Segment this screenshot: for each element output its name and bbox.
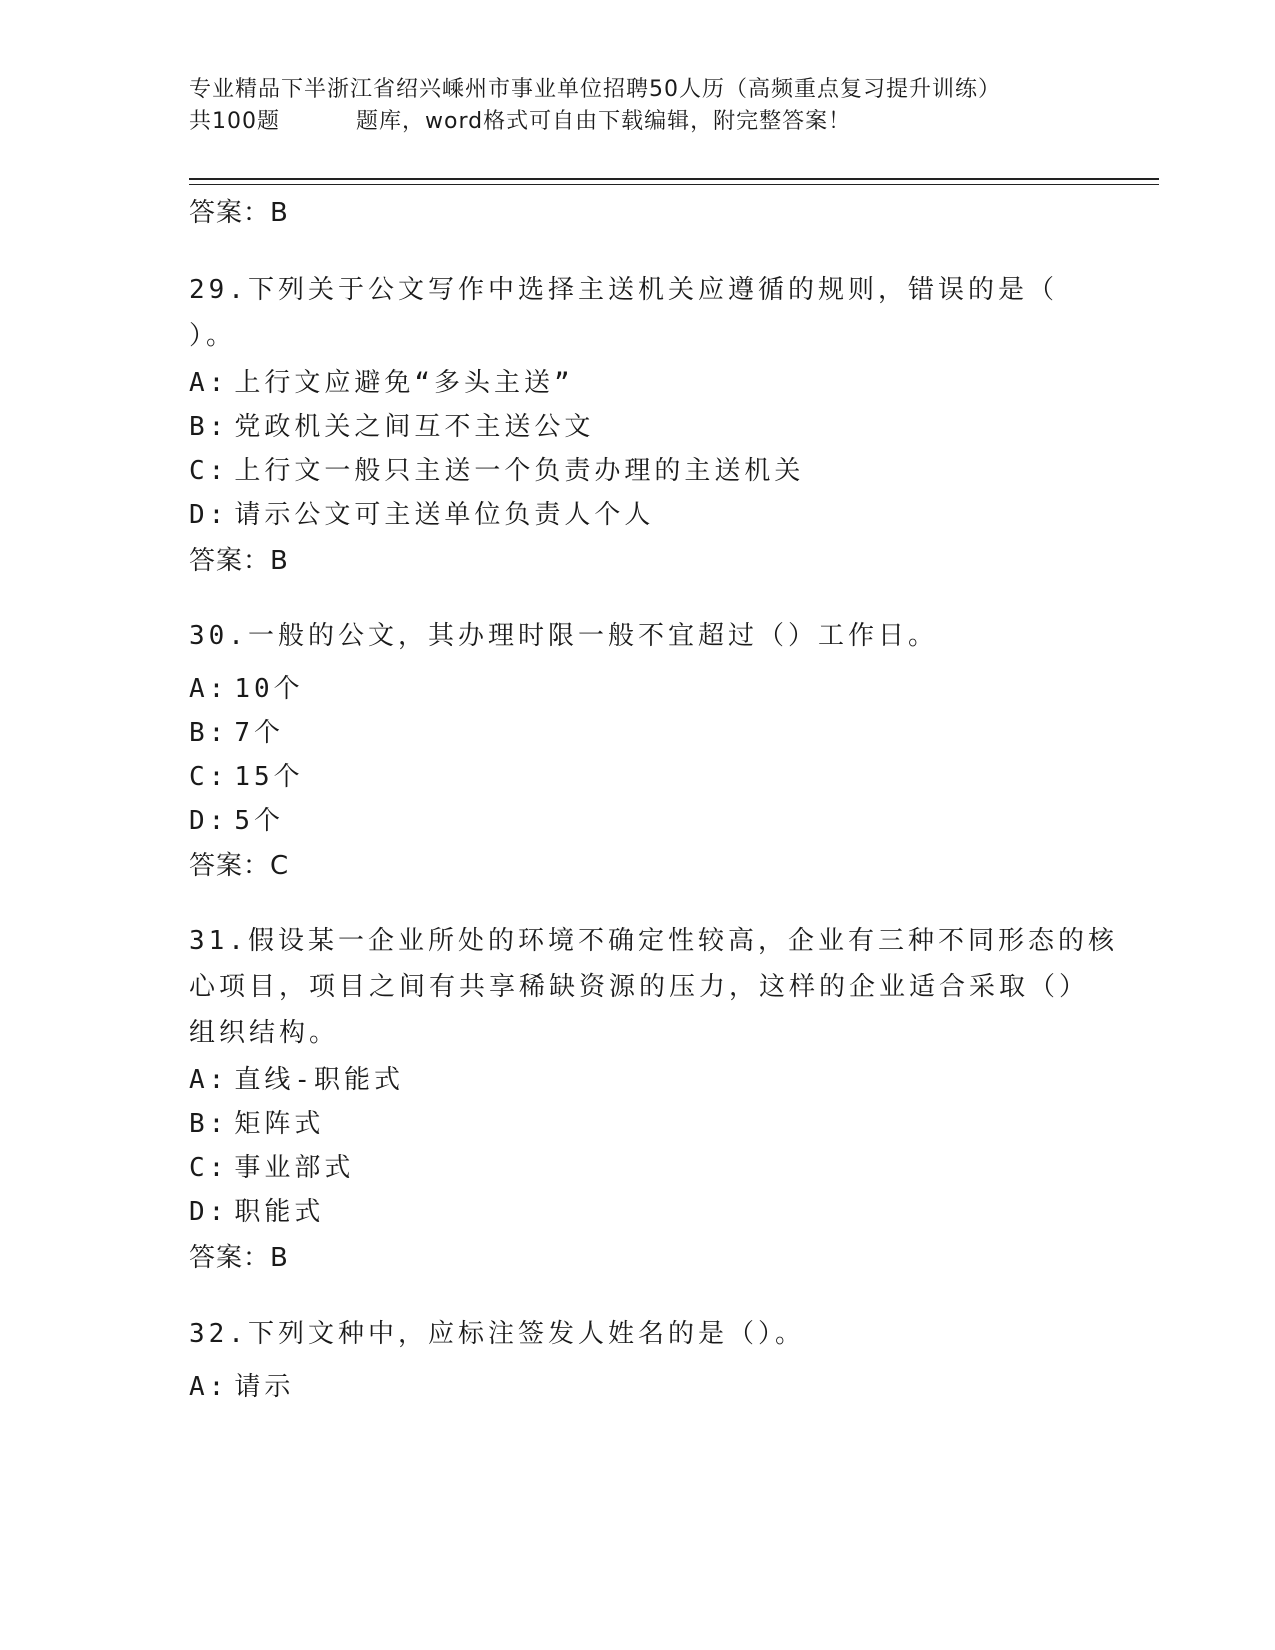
option-b <box>189 406 594 443</box>
option-text: 矩阵式 <box>234 1109 325 1139</box>
header-title-line: 专业精品下半浙江省绍兴嵊州市事业单位招聘50人历（高频重点复习提升训练） <box>189 77 1001 102</box>
question-stem-line: 31.假设某一企业所处的环境不确定性较高，企业有三种不同形态的核 <box>189 926 1118 956</box>
answer-line: 答案：B <box>189 1243 289 1273</box>
option-text: 职能式 <box>234 1197 325 1227</box>
question-stem-line: ）。 <box>189 321 237 351</box>
option-a <box>189 1059 404 1096</box>
question-count: 共100题 <box>189 109 280 134</box>
header-description: 题库，word格式可自由下载编辑，附完整答案！ <box>356 109 852 134</box>
option-text: 10个 <box>234 674 304 704</box>
question-stem <box>189 918 1118 1056</box>
question-stem <box>189 267 1058 359</box>
answer-line: 答案：B <box>189 198 289 228</box>
option-label: A: <box>189 1065 229 1095</box>
option-c <box>189 450 804 487</box>
question-stem <box>189 613 938 659</box>
option-label: B: <box>189 718 229 748</box>
option-label: A: <box>189 368 229 398</box>
option-text: 5个 <box>234 806 284 836</box>
header-subtitle-line <box>189 106 1001 138</box>
question-stem-line: 32.下列文种中，应标注签发人姓名的是（）。 <box>189 1319 805 1349</box>
option-label: D: <box>189 806 229 836</box>
option-text: 上行文一般只主送一个负责办理的主送机关 <box>234 456 805 486</box>
option-label: B: <box>189 1109 229 1139</box>
question-stem-line: 组织结构。 <box>189 1018 340 1048</box>
question-stem-line: 30.一般的公文，其办理时限一般不宜超过（）工作日。 <box>189 621 938 651</box>
header-divider-thin <box>189 184 1159 185</box>
option-label: D: <box>189 500 229 530</box>
option-a <box>189 362 574 399</box>
option-text: 直线-职能式 <box>234 1065 404 1095</box>
option-text: 事业部式 <box>234 1153 355 1183</box>
document-header <box>189 74 1001 138</box>
option-d <box>189 1191 324 1228</box>
option-text: 请示 <box>234 1372 295 1402</box>
option-text: 上行文应避免“多头主送” <box>234 368 574 398</box>
option-a <box>189 1366 294 1403</box>
option-b <box>189 712 284 749</box>
question-stem-line: 心项目，项目之间有共享稀缺资源的压力，这样的企业适合采取（） <box>189 972 1090 1002</box>
option-a <box>189 668 304 705</box>
option-text: 7个 <box>234 718 284 748</box>
header-divider-thick <box>189 178 1159 180</box>
option-text: 请示公文可主送单位负责人个人 <box>234 500 655 530</box>
option-label: C: <box>189 456 229 486</box>
option-label: C: <box>189 1153 229 1183</box>
option-d <box>189 494 654 531</box>
option-text: 15个 <box>234 762 304 792</box>
option-text: 党政机关之间互不主送公文 <box>234 412 595 442</box>
option-label: A: <box>189 1372 229 1402</box>
option-b <box>189 1103 324 1140</box>
question-stem <box>189 1311 805 1357</box>
option-label: D: <box>189 1197 229 1227</box>
option-d <box>189 800 284 837</box>
question-stem-line: 29.下列关于公文写作中选择主送机关应遵循的规则，错误的是（ <box>189 275 1058 305</box>
answer-line: 答案：C <box>189 851 290 881</box>
option-c <box>189 1147 354 1184</box>
option-label: C: <box>189 762 229 792</box>
option-label: A: <box>189 674 229 704</box>
option-c <box>189 756 304 793</box>
option-label: B: <box>189 412 229 442</box>
answer-line: 答案：B <box>189 546 289 576</box>
